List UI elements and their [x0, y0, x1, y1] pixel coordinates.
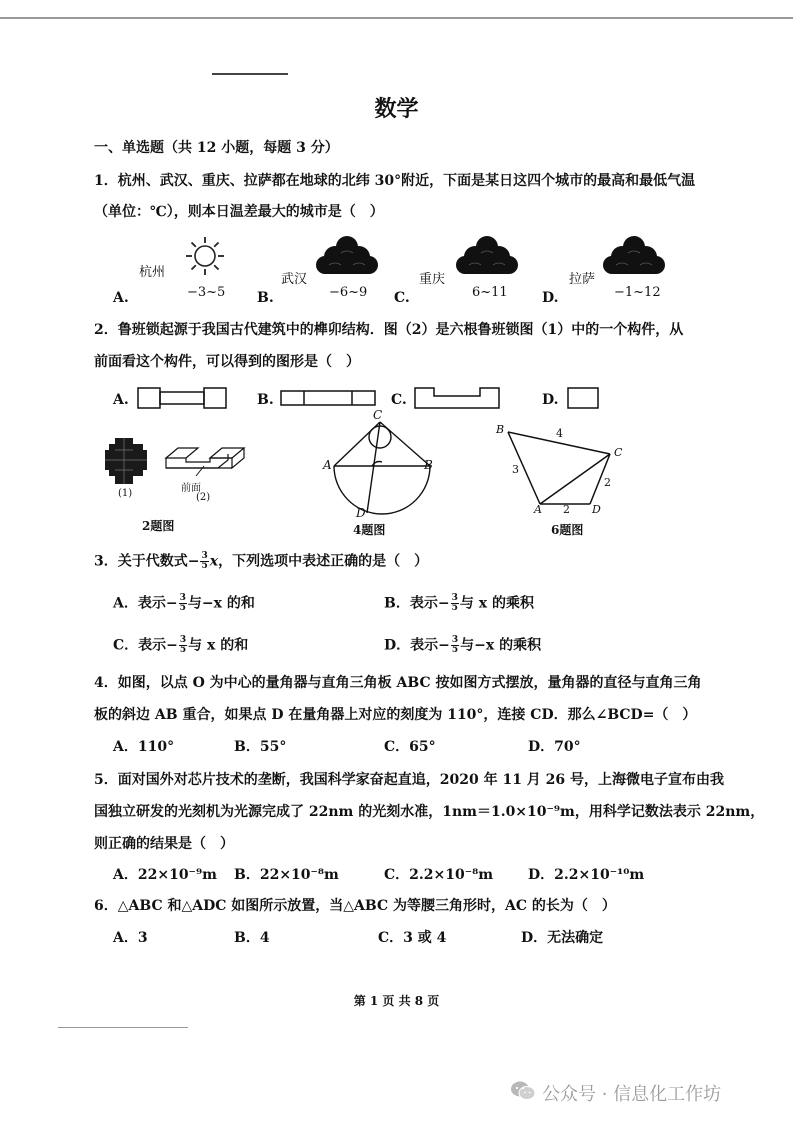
q1-option-b-temp: −6~9: [329, 285, 368, 300]
cloud-icon: [315, 235, 379, 277]
luban-lock-figure-1: [103, 436, 149, 486]
question-4-text-line2: 板的斜边 AB 重合，如果点 D 在量角器上对应的刻度为 110°，连接 CD．那么∠BCD=（ ）: [94, 707, 697, 723]
fig6-length-ad: 2: [563, 503, 570, 516]
q2-option-c-shape: [414, 387, 500, 409]
q5-option-a[interactable]: A．22×10⁻⁹m: [113, 867, 217, 883]
fig6-label-c: C: [614, 446, 623, 459]
fig4-label-d: D: [356, 506, 366, 520]
q3-option-d[interactable]: D．表示− $\frac{3}{5}$ 与−x 的乘积: [384, 635, 542, 655]
q6-option-c[interactable]: C．3 或 4: [378, 930, 447, 946]
fig4-label-c: C: [373, 408, 383, 422]
fig2-caption: 2题图: [142, 519, 175, 533]
top-border-line: [0, 17, 793, 19]
q1-option-c-city: 重庆: [419, 272, 446, 287]
question-2-text: 2．鲁班锁起源于我国古代建筑中的榫卯结构．图（2）是六根鲁班锁图（1）中的一个构件，从: [94, 322, 684, 338]
q2-option-a-shape: [137, 387, 227, 409]
fig2-label-1: (1): [118, 488, 133, 499]
q5-option-c[interactable]: C．2.2×10⁻⁸m: [384, 867, 494, 883]
q6-option-a[interactable]: A．3: [113, 930, 148, 946]
fig2-front-label: 前面: [181, 483, 201, 494]
question-5-text-line3: 则正确的结果是（ ）: [94, 836, 234, 852]
q5-option-d[interactable]: D．2.2×10⁻¹⁰m: [528, 867, 645, 883]
q2-option-b[interactable]: B.: [257, 392, 274, 408]
cloud-icon: [602, 235, 666, 277]
question-5-text-line2: 国独立研发的光刻机为光源完成了 22nm 的光刻水准，1nm＝1.0×10⁻⁹m，用科学记数法表示 22nm，: [94, 804, 765, 820]
header-short-line: [212, 73, 288, 75]
q4-option-c[interactable]: C．65°: [384, 739, 436, 755]
question-3-text: 3．关于代数式− $\frac{3}{5}$ x，下列选项中表述正确的是（ ）: [94, 551, 429, 571]
q4-option-b[interactable]: B．55°: [234, 739, 287, 755]
q1-option-a-letter[interactable]: A.: [113, 290, 129, 306]
q3-option-b[interactable]: B．表示− $\frac{3}{5}$ 与 x 的乘积: [384, 593, 534, 613]
question-1-text-line2: （单位：℃），则本日温差最大的城市是（ ）: [94, 204, 384, 220]
q1-option-a-city: 杭州: [139, 265, 166, 280]
fig2-label-2: (2): [196, 492, 211, 503]
question-6-text: 6．△ABC 和△ADC 如图所示放置，当△ABC 为等腰三角形时，AC 的长为（ ）: [94, 898, 616, 914]
q1-option-d-city: 拉萨: [569, 272, 596, 287]
q1-option-c-temp: 6~11: [472, 285, 508, 300]
q1-option-d-temp: −1~12: [614, 285, 661, 300]
fig6-label-d: D: [592, 503, 601, 516]
q3-option-c[interactable]: C．表示− $\frac{3}{5}$ 与 x 的和: [113, 635, 249, 655]
cloud-icon: [455, 235, 519, 277]
section-header: 一、单选题（共 12 小题，每题 3 分）: [94, 140, 339, 156]
q1-option-b-letter[interactable]: B.: [257, 290, 274, 306]
fig4-label-a: A: [323, 458, 332, 472]
fig6-label-b: B: [496, 423, 505, 436]
page-footer: 第 1 页 共 8 页: [353, 994, 440, 1008]
wechat-icon: [510, 1080, 536, 1102]
q6-option-d[interactable]: D．无法确定: [521, 930, 604, 946]
fig6-caption: 6题图: [551, 523, 584, 537]
q2-option-c[interactable]: C.: [391, 392, 407, 408]
q1-option-b-city: 武汉: [281, 272, 308, 287]
q6-option-b[interactable]: B．4: [234, 930, 270, 946]
q2-option-d[interactable]: D.: [542, 392, 559, 408]
fig6-length-bc: 4: [556, 427, 563, 440]
q5-option-b[interactable]: B．22×10⁻⁸m: [234, 867, 339, 883]
question-5-text: 5．面对国外对芯片技术的垄断，我国科学家奋起直追，2020 年 11 月 26 号，上海微电子宣布由我: [94, 772, 725, 788]
q4-option-a[interactable]: A．110°: [113, 739, 175, 755]
q2-option-d-shape: [567, 387, 599, 409]
q2-option-a[interactable]: A.: [113, 392, 129, 408]
quadrilateral-figure-6: [498, 424, 638, 514]
fig4-caption: 4题图: [353, 523, 386, 537]
q4-option-d[interactable]: D．70°: [528, 739, 581, 755]
question-4-text: 4．如图，以点 O 为中心的量角器与直角三角板 ABC 按如图方式摆放，量角器的直径与直角三角: [94, 675, 702, 691]
luban-lock-figure-2: [164, 444, 248, 480]
q1-option-d-letter[interactable]: D.: [542, 290, 559, 306]
fig4-label-b: B: [424, 458, 433, 472]
q1-option-a-temp: −3~5: [187, 285, 226, 300]
watermark-text: 公众号 · 信息化工作坊: [542, 1084, 722, 1105]
page-title: 数学: [374, 96, 419, 122]
q1-option-c-letter[interactable]: C.: [394, 290, 410, 306]
bottom-short-line: [58, 1027, 188, 1028]
fig6-label-a: A: [534, 503, 542, 516]
question-2-text-line2: 前面看这个构件，可以得到的图形是（ ）: [94, 354, 360, 370]
question-1-text: 1．杭州、武汉、重庆、拉萨都在地球的北纬 30°附近，下面是某日这四个城市的最高和最低气温: [94, 173, 696, 189]
q2-option-b-shape: [280, 390, 376, 406]
fig6-length-cd: 2: [604, 476, 611, 489]
sun-icon: [185, 236, 225, 276]
q3-option-a[interactable]: A．表示− $\frac{3}{5}$ 与−x 的和: [113, 593, 255, 613]
fig6-length-ab: 3: [512, 463, 519, 476]
